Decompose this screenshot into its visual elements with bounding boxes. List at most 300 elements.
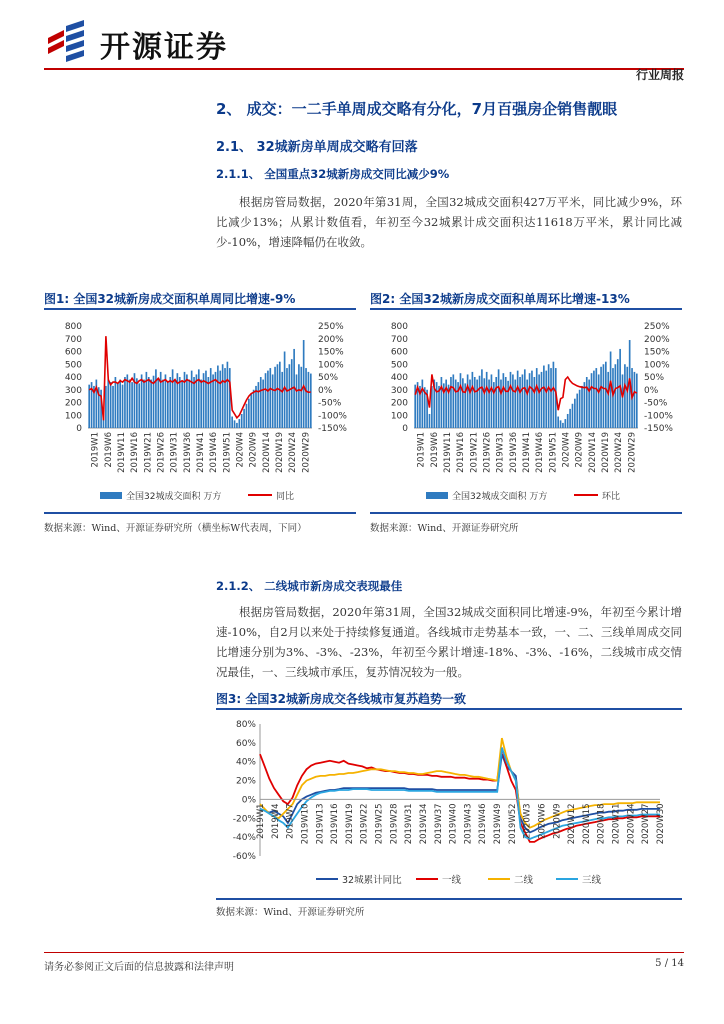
x-tick-label: 2020W21 bbox=[611, 803, 622, 845]
bar bbox=[495, 377, 497, 428]
right-tick-label: -100% bbox=[318, 411, 347, 422]
x-tick-label: 2020W27 bbox=[641, 803, 652, 845]
bar bbox=[248, 399, 250, 428]
bar bbox=[184, 372, 186, 428]
left-tick-label: 700 bbox=[390, 334, 408, 345]
x-tick-label: 2019W21 bbox=[469, 432, 480, 473]
x-tick-label: 2019W31 bbox=[169, 432, 180, 473]
bar bbox=[505, 377, 507, 428]
x-tick-label: 2019W6 bbox=[429, 432, 440, 468]
bar bbox=[460, 373, 462, 428]
bar bbox=[557, 417, 559, 428]
subsection-title-2-1: 2.1、 32城新房单周成交略有回落 bbox=[216, 140, 418, 155]
bar bbox=[607, 372, 609, 428]
bar bbox=[281, 372, 283, 428]
left-tick-label: 500 bbox=[390, 360, 408, 371]
x-tick-label: 2019W22 bbox=[359, 803, 370, 845]
bar bbox=[545, 371, 547, 428]
bar bbox=[612, 368, 614, 428]
bar bbox=[517, 371, 519, 428]
right-tick-label: 200% bbox=[644, 334, 670, 345]
right-tick-label: 50% bbox=[644, 373, 665, 383]
legend-bar-label: 全国32城成交面积 万方 bbox=[126, 492, 222, 502]
left-tick-label: 300 bbox=[64, 385, 82, 396]
bar bbox=[219, 371, 221, 428]
x-tick-label: 2019W46 bbox=[535, 432, 546, 473]
bar bbox=[241, 414, 243, 428]
bar bbox=[191, 371, 193, 428]
bar bbox=[538, 374, 540, 428]
figure-3-rule bbox=[216, 708, 682, 710]
x-tick-label: 2020W30 bbox=[656, 803, 666, 845]
x-tick-label: 2020W6 bbox=[537, 803, 548, 839]
legend-bar-label: 全国32城成交面积 万方 bbox=[452, 492, 548, 502]
legend-label: 一线 bbox=[442, 875, 462, 886]
bar bbox=[112, 386, 114, 428]
figure-2-title: 图2: 全国32城新房成交面积单周环比增速-13% bbox=[370, 292, 630, 306]
x-tick-label: 2019W21 bbox=[143, 432, 154, 473]
left-tick-label: 0 bbox=[402, 424, 408, 434]
x-tick-label: 2019W46 bbox=[478, 803, 489, 845]
bar bbox=[524, 369, 526, 428]
bar bbox=[286, 368, 288, 428]
bar bbox=[300, 367, 302, 428]
bar bbox=[167, 382, 169, 428]
bar bbox=[265, 373, 267, 428]
right-tick-label: 250% bbox=[644, 322, 670, 332]
bar bbox=[262, 380, 264, 428]
x-tick-label: 2020W4 bbox=[561, 432, 572, 468]
report-type: 行业周报 bbox=[635, 68, 684, 82]
bar bbox=[591, 373, 593, 428]
bar bbox=[441, 377, 443, 428]
paragraph-2: 根据房管局数据，2020年第31周，全国32城成交面积同比增速-9%，年初至今累计增速-10%，自2月以来处于持续修复通道。各线城市走势基本一致，一、二、三线单周成交同比增速分别为3%、-3%、-23%，年初至今累计增速-18%、-3%、-16%，二线城市成交情况最佳，一、三线城市承压，复苏情况较为一般。 bbox=[216, 605, 682, 679]
y-tick-label: -40% bbox=[232, 833, 256, 844]
x-tick-label: 2020W19 bbox=[275, 432, 286, 473]
right-tick-label: 50% bbox=[318, 373, 339, 383]
left-tick-label: 400 bbox=[390, 373, 408, 383]
bar bbox=[117, 383, 119, 428]
bar bbox=[543, 366, 545, 428]
right-tick-label: 0% bbox=[644, 385, 659, 396]
bar bbox=[250, 394, 252, 428]
bar bbox=[624, 364, 626, 428]
bar bbox=[155, 369, 157, 428]
figure-2-chart bbox=[370, 316, 682, 516]
left-tick-label: 600 bbox=[64, 347, 82, 358]
x-tick-label: 2019W36 bbox=[182, 432, 193, 473]
bar bbox=[600, 367, 602, 428]
bar bbox=[593, 371, 595, 428]
x-tick-label: 2019W52 bbox=[507, 803, 518, 845]
legend-line-label: 环比 bbox=[602, 492, 621, 502]
bar bbox=[605, 362, 607, 428]
x-tick-label: 2020W12 bbox=[567, 803, 578, 845]
bar bbox=[522, 374, 524, 428]
x-tick-label: 2019W7 bbox=[285, 803, 296, 839]
right-tick-label: -100% bbox=[644, 411, 673, 422]
bar bbox=[579, 390, 581, 428]
legend-label: 二线 bbox=[514, 875, 534, 886]
bar bbox=[238, 419, 240, 428]
bar bbox=[488, 380, 490, 428]
figure-1-title: 图1: 全国32城新房成交面积单周同比增速-9% bbox=[44, 292, 296, 306]
bar bbox=[274, 367, 276, 428]
right-tick-label: 150% bbox=[318, 347, 344, 358]
x-tick-label: 2019W25 bbox=[374, 803, 385, 845]
left-tick-label: 400 bbox=[64, 373, 82, 383]
x-tick-label: 2020W18 bbox=[596, 803, 607, 845]
x-tick-label: 2020W9 bbox=[552, 803, 563, 839]
bar bbox=[188, 380, 190, 428]
logo bbox=[44, 20, 284, 64]
bar bbox=[198, 369, 200, 428]
x-tick-label: 2019W16 bbox=[456, 432, 467, 473]
bar bbox=[246, 404, 248, 428]
x-tick-label: 2019W10 bbox=[300, 803, 311, 845]
bar bbox=[217, 366, 219, 428]
x-tick-label: 2019W19 bbox=[344, 803, 355, 845]
y-tick-label: 60% bbox=[235, 738, 256, 749]
bar bbox=[603, 364, 605, 428]
page-number: 5 / 14 bbox=[655, 958, 684, 969]
bar bbox=[636, 374, 638, 428]
right-tick-label: 100% bbox=[318, 360, 344, 371]
figure-2-source: 数据来源：Wind、开源证券研究所 bbox=[370, 523, 519, 534]
bar bbox=[479, 376, 481, 428]
bar bbox=[586, 377, 588, 428]
bar bbox=[562, 423, 564, 428]
bar bbox=[483, 378, 485, 428]
y-tick-label: 0% bbox=[241, 795, 256, 806]
bar bbox=[548, 364, 550, 428]
x-tick-label: 2019W11 bbox=[116, 432, 127, 473]
x-tick-label: 2020W9 bbox=[574, 432, 585, 468]
bar bbox=[181, 381, 183, 428]
bar bbox=[598, 374, 600, 428]
left-tick-label: 700 bbox=[64, 334, 82, 345]
bar bbox=[298, 364, 300, 428]
x-tick-label: 2019W6 bbox=[103, 432, 114, 468]
bar bbox=[162, 380, 164, 428]
left-tick-label: 800 bbox=[64, 322, 82, 332]
right-tick-label: -50% bbox=[644, 398, 668, 409]
right-tick-label: -150% bbox=[318, 424, 347, 434]
bar bbox=[595, 368, 597, 428]
bar bbox=[450, 377, 452, 428]
x-tick-label: 2019W46 bbox=[209, 432, 220, 473]
bar bbox=[567, 414, 569, 428]
bar bbox=[536, 368, 538, 428]
legend-bar-swatch bbox=[100, 492, 122, 499]
bar bbox=[462, 378, 464, 428]
bar bbox=[438, 386, 440, 428]
right-tick-label: -150% bbox=[644, 424, 673, 434]
bar bbox=[500, 380, 502, 428]
bar bbox=[165, 374, 167, 428]
left-tick-label: 500 bbox=[64, 360, 82, 371]
figure-2-rule bbox=[370, 308, 682, 310]
bar bbox=[172, 369, 174, 428]
x-tick-label: 2020W29 bbox=[627, 432, 638, 473]
y-tick-label: -20% bbox=[232, 814, 256, 825]
x-tick-label: 2019W49 bbox=[493, 803, 504, 845]
bar bbox=[231, 417, 233, 428]
bar bbox=[310, 374, 312, 428]
y-tick-label: 20% bbox=[235, 776, 256, 787]
bar bbox=[227, 362, 229, 428]
x-tick-label: 2019W34 bbox=[418, 803, 429, 845]
bar bbox=[260, 377, 262, 428]
bar bbox=[210, 368, 212, 428]
bar bbox=[115, 377, 117, 428]
bar bbox=[526, 380, 528, 428]
bar bbox=[186, 374, 188, 428]
bar bbox=[610, 352, 612, 429]
bar bbox=[222, 364, 224, 428]
right-tick-label: 150% bbox=[644, 347, 670, 358]
bar bbox=[486, 372, 488, 428]
x-tick-label: 2020W14 bbox=[587, 432, 598, 473]
bar bbox=[136, 378, 138, 428]
bar bbox=[469, 380, 471, 428]
x-tick-label: 2020W24 bbox=[626, 803, 637, 845]
bar bbox=[452, 374, 454, 428]
bar bbox=[560, 420, 562, 428]
x-tick-label: 2019W41 bbox=[522, 432, 532, 473]
x-tick-label: 2019W4 bbox=[270, 803, 281, 839]
left-tick-label: 100 bbox=[64, 411, 82, 422]
x-tick-label: 2019W36 bbox=[508, 432, 519, 473]
bar bbox=[467, 374, 469, 428]
bar bbox=[550, 368, 552, 428]
bar bbox=[169, 377, 171, 428]
bar bbox=[588, 380, 590, 428]
bar bbox=[519, 377, 521, 428]
bar bbox=[476, 380, 478, 428]
y-tick-label: -60% bbox=[232, 852, 256, 862]
bar bbox=[236, 423, 238, 428]
bar bbox=[529, 373, 531, 428]
bar bbox=[564, 419, 566, 428]
bar bbox=[534, 377, 536, 428]
bar bbox=[126, 374, 128, 428]
bar bbox=[107, 380, 109, 428]
bar bbox=[289, 364, 291, 428]
legend-line-label: 同比 bbox=[276, 492, 295, 502]
bar bbox=[305, 368, 307, 428]
bar bbox=[491, 374, 493, 428]
y-tick-label: 80% bbox=[235, 720, 256, 730]
logo-mark-icon bbox=[44, 20, 92, 62]
left-tick-label: 800 bbox=[390, 322, 408, 332]
figure-3-bottom-rule bbox=[216, 898, 682, 900]
figure-1-rule bbox=[44, 308, 356, 310]
bar bbox=[541, 372, 543, 428]
bar bbox=[122, 385, 124, 428]
left-tick-label: 0 bbox=[76, 424, 82, 434]
x-tick-label: 2019W26 bbox=[156, 432, 167, 473]
bar bbox=[119, 380, 121, 428]
bar bbox=[581, 386, 583, 428]
bar bbox=[576, 394, 578, 428]
x-tick-label: 2020W4 bbox=[235, 432, 246, 468]
x-tick-label: 2019W41 bbox=[196, 432, 206, 473]
bar bbox=[553, 362, 555, 428]
x-tick-label: 2019W1 bbox=[256, 803, 266, 839]
bar bbox=[279, 362, 281, 428]
bar bbox=[208, 377, 210, 428]
x-tick-label: 2019W16 bbox=[330, 803, 341, 845]
x-tick-label: 2019W31 bbox=[404, 803, 415, 845]
x-tick-label: 2019W16 bbox=[130, 432, 141, 473]
bar bbox=[150, 380, 152, 428]
bar bbox=[110, 382, 112, 428]
bar bbox=[436, 382, 438, 428]
bar bbox=[481, 369, 483, 428]
bar bbox=[584, 382, 586, 428]
bar bbox=[572, 404, 574, 428]
right-tick-label: 200% bbox=[318, 334, 344, 345]
x-tick-label: 2020W24 bbox=[614, 432, 625, 473]
x-tick-label: 2019W1 bbox=[416, 432, 427, 468]
bar bbox=[493, 382, 495, 428]
bar bbox=[200, 380, 202, 428]
bar bbox=[514, 380, 516, 428]
right-tick-label: -50% bbox=[318, 398, 342, 409]
footer-rule bbox=[44, 952, 684, 953]
bar bbox=[472, 372, 474, 428]
x-tick-label: 2019W43 bbox=[463, 803, 474, 845]
figure-1-chart bbox=[44, 316, 356, 516]
bar bbox=[157, 378, 159, 428]
bar bbox=[422, 380, 424, 428]
logo-text: 开源证券 bbox=[100, 30, 228, 65]
bar bbox=[193, 377, 195, 428]
bar bbox=[88, 385, 90, 428]
bar bbox=[626, 367, 628, 428]
bar bbox=[255, 386, 257, 428]
paragraph-1: 根据房管局数据，2020年第31周，全国32城成交面积427万平米，同比减少9%，环比减少13%；从累计数值看，年初至今32城累计成交面积达11618万平米，累计同比减少-10%，增速降幅仍在收敛。 bbox=[216, 195, 682, 249]
bar bbox=[269, 368, 271, 428]
legend-bar-swatch bbox=[426, 492, 448, 499]
bar bbox=[474, 377, 476, 428]
x-tick-label: 2019W51 bbox=[548, 432, 559, 473]
x-tick-label: 2020W15 bbox=[581, 803, 592, 845]
bar bbox=[205, 371, 207, 428]
right-tick-label: 250% bbox=[318, 322, 344, 332]
legend-label: 三线 bbox=[582, 875, 602, 886]
left-tick-label: 300 bbox=[390, 385, 408, 396]
footer-disclaimer: 请务必参阅正文后面的信息披露和法律声明 bbox=[44, 962, 234, 973]
bar bbox=[531, 371, 533, 428]
bar bbox=[617, 359, 619, 428]
x-tick-label: 2020W9 bbox=[248, 432, 259, 468]
bar bbox=[503, 373, 505, 428]
bar bbox=[622, 374, 624, 428]
x-tick-label: 2019W26 bbox=[482, 432, 493, 473]
x-tick-label: 2020W24 bbox=[288, 432, 299, 473]
figure-3-title: 图3: 全国32城新房成交各线城市复苏趋势一致 bbox=[216, 692, 467, 706]
left-tick-label: 200 bbox=[390, 398, 408, 409]
bar bbox=[291, 359, 293, 428]
x-tick-label: 2020W3 bbox=[522, 803, 533, 839]
bar bbox=[234, 420, 236, 428]
x-tick-label: 2019W40 bbox=[448, 803, 459, 845]
figure-1-bottom-rule bbox=[44, 512, 356, 514]
figure-1-source: 数据来源：Wind、开源证券研究所（横坐标W代表周，下同） bbox=[44, 523, 307, 534]
bar bbox=[129, 380, 131, 428]
bar bbox=[296, 374, 298, 428]
bar bbox=[455, 380, 457, 428]
bar bbox=[138, 383, 140, 428]
bar bbox=[634, 372, 636, 428]
bar bbox=[174, 380, 176, 428]
bar bbox=[303, 340, 305, 428]
bar bbox=[148, 377, 150, 428]
left-tick-label: 600 bbox=[390, 347, 408, 358]
x-tick-label: 2019W1 bbox=[90, 432, 101, 468]
bar bbox=[498, 369, 500, 428]
section-title: 2、 成交：一二手单周成交略有分化，7月百强房企销售靓眼 bbox=[216, 100, 618, 118]
bar bbox=[267, 371, 269, 428]
x-tick-label: 2020W29 bbox=[301, 432, 312, 473]
legend-label: 32城累计同比 bbox=[342, 875, 402, 886]
x-tick-label: 2019W13 bbox=[315, 803, 326, 845]
header-rule bbox=[44, 68, 684, 70]
x-tick-label: 2020W14 bbox=[261, 432, 272, 473]
bar bbox=[258, 382, 260, 428]
bar bbox=[179, 377, 181, 428]
x-tick-label: 2019W31 bbox=[495, 432, 506, 473]
left-tick-label: 200 bbox=[64, 398, 82, 409]
x-tick-label: 2019W37 bbox=[433, 803, 444, 845]
bar bbox=[615, 364, 617, 428]
bar bbox=[243, 409, 245, 428]
right-tick-label: 100% bbox=[644, 360, 670, 371]
bar bbox=[131, 382, 133, 428]
subsection-title-2-1-2: 2.1.2、 二线城市新房成交表现最佳 bbox=[216, 579, 403, 593]
bar bbox=[277, 364, 279, 428]
bar bbox=[569, 409, 571, 428]
bar bbox=[510, 372, 512, 428]
x-tick-label: 2020W19 bbox=[601, 432, 612, 473]
figure-3-source: 数据来源：Wind、开源证券研究所 bbox=[216, 907, 365, 918]
x-tick-label: 2019W51 bbox=[222, 432, 233, 473]
bar bbox=[429, 414, 431, 428]
bar bbox=[212, 374, 214, 428]
right-tick-label: 0% bbox=[318, 385, 333, 396]
x-tick-label: 2019W11 bbox=[442, 432, 453, 473]
bar bbox=[308, 372, 310, 428]
bar bbox=[105, 386, 107, 428]
bar bbox=[124, 377, 126, 428]
figure-2-bottom-rule bbox=[370, 512, 682, 514]
bar bbox=[143, 380, 145, 428]
bar bbox=[574, 399, 576, 428]
figure-3-chart bbox=[216, 712, 682, 898]
bar bbox=[507, 381, 509, 428]
bar bbox=[512, 374, 514, 428]
bar bbox=[272, 374, 274, 428]
bar bbox=[224, 368, 226, 428]
x-tick-label: 2019W28 bbox=[389, 803, 400, 845]
subsection-title-2-1-1: 2.1.1、 全国重点32城新房成交同比减少9% bbox=[216, 167, 450, 181]
left-tick-label: 100 bbox=[390, 411, 408, 422]
bar bbox=[141, 374, 143, 428]
y-tick-label: 40% bbox=[235, 757, 256, 768]
bar bbox=[253, 390, 255, 428]
